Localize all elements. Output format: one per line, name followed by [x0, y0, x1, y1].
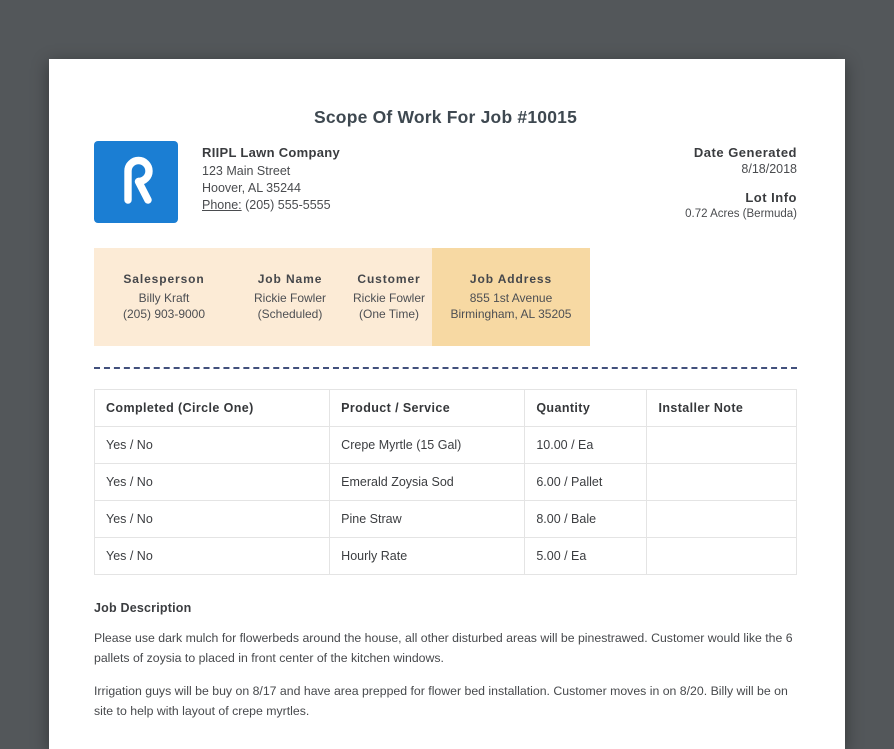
page-content: [49, 59, 845, 721]
info-section-label: Job Name: [257, 271, 323, 286]
column-header-product: Product / Service: [330, 390, 525, 427]
cell-installer-note: [647, 464, 797, 501]
dotted-divider: [94, 367, 797, 369]
info-section-label: Job Address: [469, 271, 553, 286]
info-section-line: Rickie Fowler: [253, 290, 326, 305]
cell-product: Crepe Myrtle (15 Gal): [330, 427, 525, 464]
job-description-paragraph: Irrigation guys will be buy on 8/17 and have area prepped for flower bed installation. Customer moves in on 8/20. Billy will be on site to help with layout of crepe myrtles.: [94, 684, 788, 718]
table-row: [95, 464, 797, 501]
phone-label: Phone:: [202, 198, 242, 212]
cell-completed: Yes / No: [95, 501, 330, 538]
header-meta: [685, 141, 797, 223]
cell-completed: Yes / No: [95, 464, 330, 501]
info-section-line: (205) 903-9000: [122, 307, 206, 321]
company-address-line1: 123 Main Street: [202, 164, 291, 178]
cell-quantity: 8.00 / Bale: [525, 501, 647, 538]
cell-quantity: 10.00 / Ea: [525, 427, 647, 464]
cell-installer-note: [647, 501, 797, 538]
logo-r-icon: [114, 154, 158, 211]
info-section-line: (One Time): [358, 307, 419, 321]
cell-product: Pine Straw: [330, 501, 525, 538]
lot-info-value: 0.72 Acres (Bermuda): [685, 208, 797, 220]
job-description-paragraph: Please use dark mulch for flowerbeds around the house, all other disturbed areas will be pinestrawed. Customer would like the 6 pallets of zoysia to placed in front center of the kitchen windows.: [94, 631, 793, 665]
info-section-label: Customer: [357, 271, 421, 286]
info-section-job-address: [432, 248, 590, 346]
info-section-customer: [346, 248, 432, 346]
job-description-heading: Job Description: [94, 601, 192, 615]
cell-completed: Yes / No: [95, 427, 330, 464]
info-section-line: (Scheduled): [257, 307, 323, 321]
phone-value: (205) 555-5555: [245, 198, 331, 212]
company-logo: [94, 141, 178, 223]
info-section-line: Rickie Fowler: [352, 290, 425, 305]
date-generated-value: 8/18/2018: [741, 162, 797, 176]
cell-installer-note: [647, 427, 797, 464]
column-header-installer-note: Installer Note: [647, 390, 797, 427]
cell-product: Emerald Zoysia Sod: [330, 464, 525, 501]
table-header-row: [95, 390, 797, 427]
lot-info-label: Lot Info: [745, 190, 797, 205]
cell-product: Hourly Rate: [330, 538, 525, 575]
lot-info-group: [685, 189, 797, 223]
company-address-line2: Hoover, AL 35244: [202, 181, 301, 195]
column-header-completed: Completed (Circle One): [95, 390, 330, 427]
column-header-quantity: Quantity: [525, 390, 647, 427]
company-name: RIIPL Lawn Company: [202, 145, 341, 160]
document-page: [49, 59, 845, 749]
cell-installer-note: [647, 538, 797, 575]
info-section-label: Salesperson: [123, 271, 205, 286]
cell-quantity: 6.00 / Pallet: [525, 464, 647, 501]
info-section-line: Billy Kraft: [138, 290, 190, 305]
cell-quantity: 5.00 / Ea: [525, 538, 647, 575]
info-section-salesperson: [94, 248, 234, 346]
info-section-line: 855 1st Avenue: [469, 290, 553, 305]
company-info: [202, 141, 340, 214]
table-row: [95, 501, 797, 538]
document-header: [94, 141, 797, 223]
table-row: [95, 538, 797, 575]
company-phone: [202, 197, 340, 214]
date-generated-label: Date Generated: [693, 145, 797, 160]
info-section-line: Birmingham, AL 35205: [450, 307, 572, 321]
scope-of-work-table: [94, 389, 797, 575]
table-row: [95, 427, 797, 464]
job-info-bar: [94, 248, 797, 346]
cell-completed: Yes / No: [95, 538, 330, 575]
date-generated-group: [685, 144, 797, 178]
page-title: Scope Of Work For Job #10015: [314, 107, 577, 127]
info-section-job-name: [234, 248, 346, 346]
